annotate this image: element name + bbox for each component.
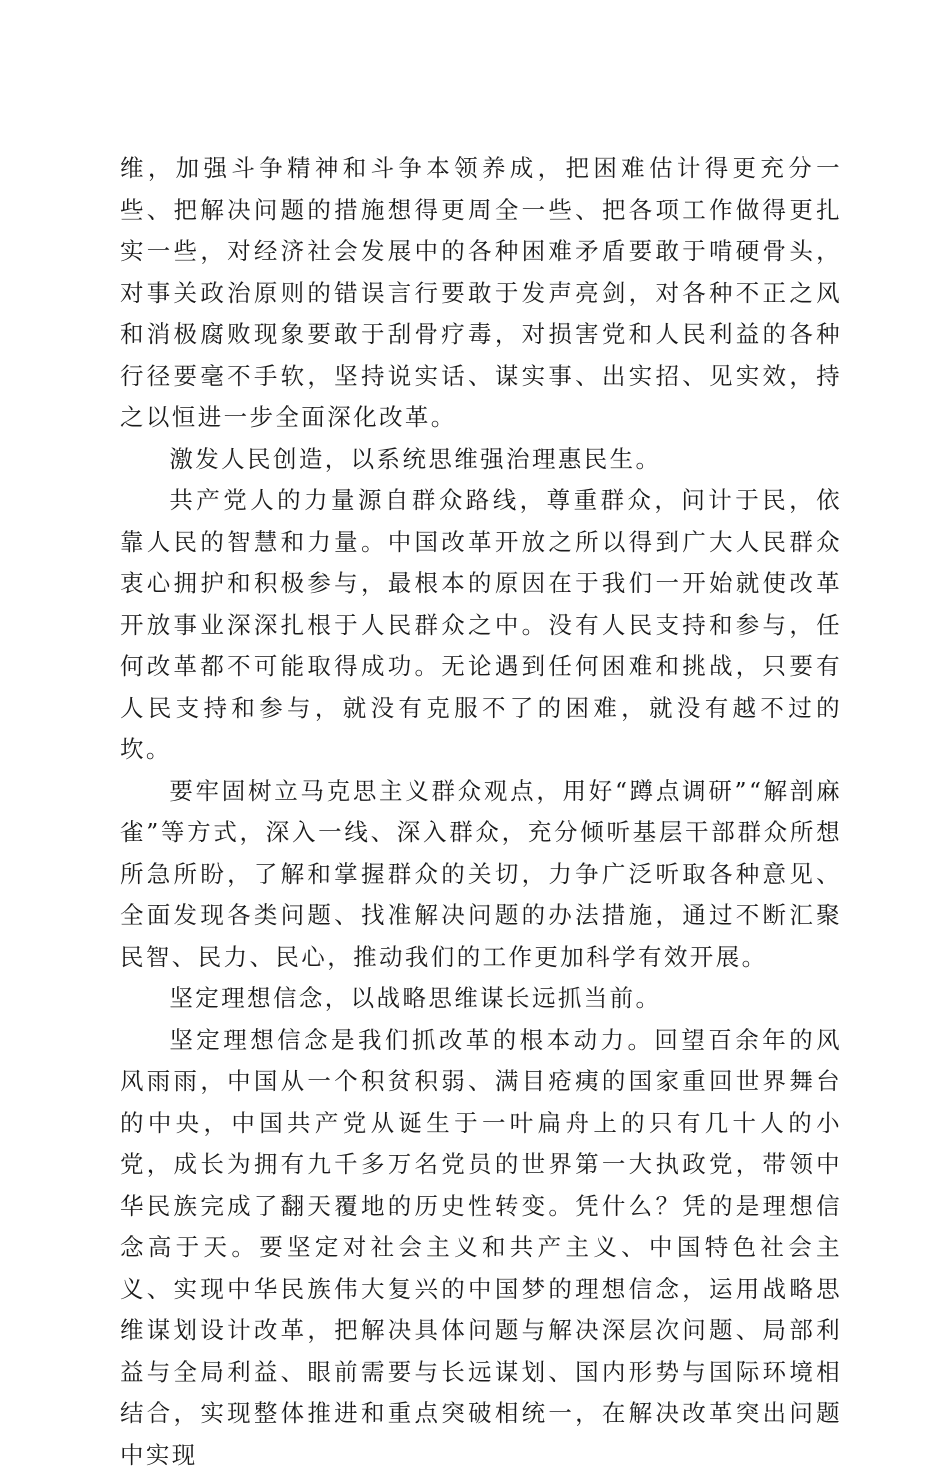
paragraph-research: 要牢固树立马克思主义群众观点，用好“蹲点调研”“解剖麻雀”等方式，深入一线、深入群众，充分倾听基层干部群众所想所急所盼，了解和掌握群众的关切，力争广泛听取各种意见、全面发现各类问题、找准解决问题的办法措施，通过不断汇聚民智、民力、民心，推动我们的工作更加科学有效开展。 [120, 771, 842, 979]
paragraph-ideals: 坚定理想信念是我们抓改革的根本动力。回望百余年的风风雨雨，中国从一个积贫积弱、满目疮痍的国家重回世界舞台的中央，中国共产党从诞生于一叶扁舟上的只有几十人的小党，成长为拥有九千多万名党员的世界第一大执政党，带领中华民族完成了翻天覆地的历史性转变。凭什么？凭的是理想信念高于天。要坚定对社会主义和共产主义、中国特色社会主义、实现中华民族伟大复兴的中国梦的理想信念，运用战略思维谋划设计改革，把解决具体问题与解决深层次问题、局部利益与全局利益、眼前需要与长远谋划、国内形势与国际环境相结合，实现整体推进和重点突破相统一，在解决改革突出问题中实现 [120, 1020, 842, 1476]
paragraph-continuation: 维，加强斗争精神和斗争本领养成，把困难估计得更充分一些、把解决问题的措施想得更周全一些、把各项工作做得更扎实一些，对经济社会发展中的各种困难矛盾要敢于啃硬骨头，对事关政治原则的错误言行要敢于发声亮剑，对各种不正之风和消极腐败现象要敢于刮骨疗毒，对损害党和人民利益的各种行径要毫不手软，坚持说实话、谋实事、出实招、见实效，持之以恒进一步全面深化改革。 [120, 148, 842, 439]
section-heading-people: 激发人民创造，以系统思维强治理惠民生。 [120, 439, 842, 481]
section-heading-ideals: 坚定理想信念，以战略思维谋长远抓当前。 [120, 978, 842, 1020]
paragraph-mass-line: 共产党人的力量源自群众路线，尊重群众，问计于民，依靠人民的智慧和力量。中国改革开放之所以得到广大人民群众衷心拥护和积极参与，最根本的原因在于我们一开始就使改革开放事业深深扎根于人民群众之中。没有人民支持和参与，任何改革都不可能取得成功。无论遇到任何困难和挑战，只要有人民支持和参与，就没有克服不了的困难，就没有越不过的坎。 [120, 480, 842, 771]
document-body [120, 148, 842, 1476]
